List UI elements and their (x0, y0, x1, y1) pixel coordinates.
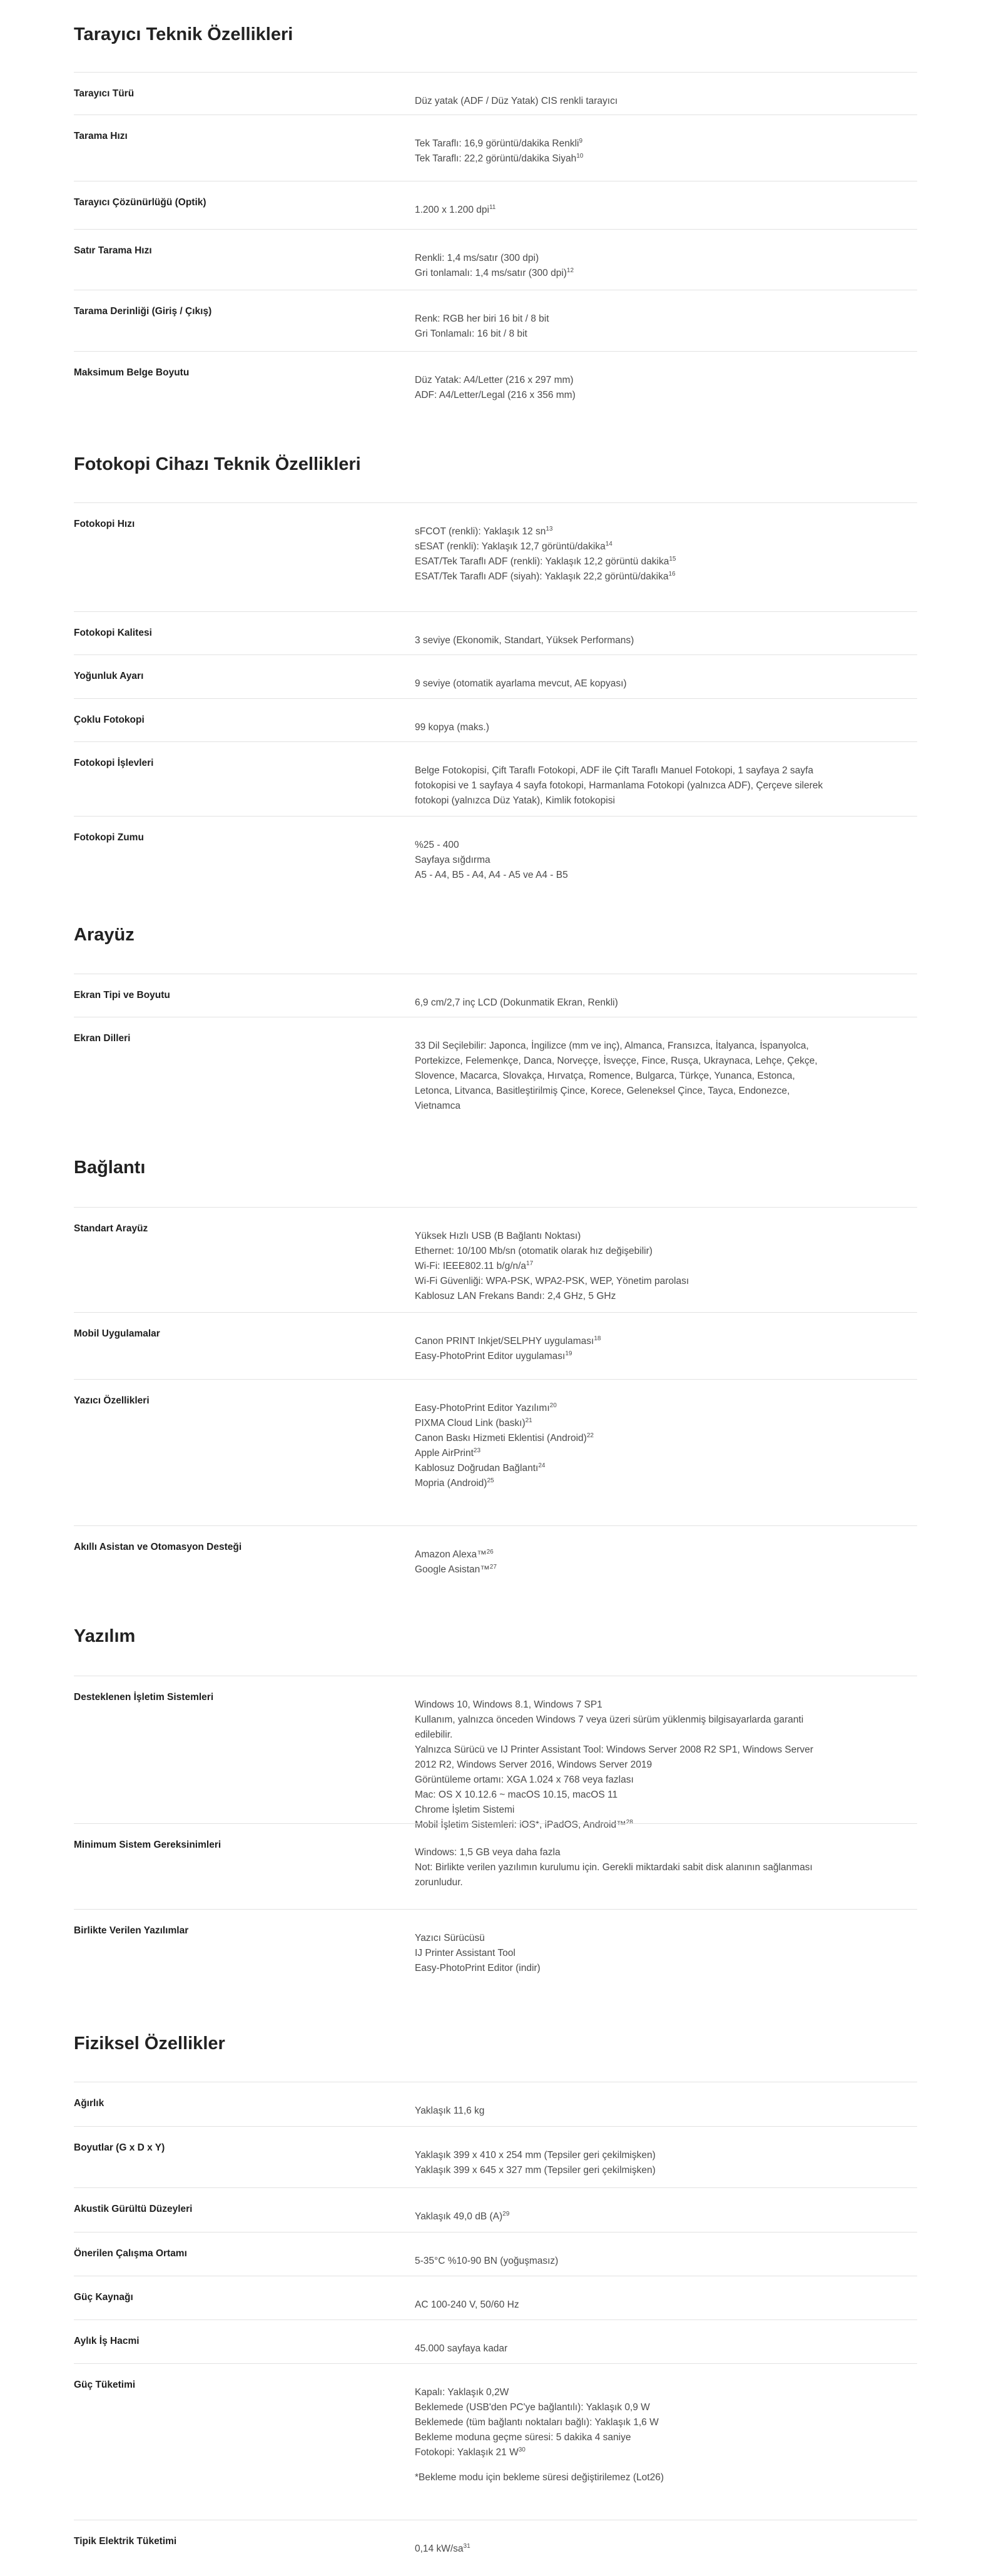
spec-label: Ekran Tipi ve Boyutu (74, 990, 170, 1000)
spec-value-text: Wi-Fi Güvenliği: WPA-PSK, WPA2-PSK, WEP, Yönetim parolası (415, 1276, 689, 1286)
spec-value-text: Yalnızca Sürücü ve IJ Printer Assistant Tool: Windows Server 2008 R2 SP1, Windows Server (415, 1744, 813, 1755)
footnote-ref[interactable]: 31 (463, 2542, 470, 2550)
spec-value-line (415, 1860, 903, 1875)
spec-value-line (415, 1416, 903, 1431)
spec-value (415, 2298, 903, 2313)
spec-label: Fotokopi Zumu (74, 832, 144, 843)
spec-value-text: Tek Taraflı: 16,9 görüntü/dakika Renkli (415, 138, 579, 149)
spec-value-line (415, 633, 903, 648)
spec-label: Desteklenen İşletim Sistemleri (74, 1692, 214, 1703)
spec-value-line (415, 1431, 903, 1446)
spec-value-text: %25 - 400 (415, 840, 459, 850)
spec-value-text: Mobil İşletim Sistemleri: iOS*, iPadOS, Android™ (415, 1820, 626, 1830)
footnote-ref[interactable]: 29 (502, 2210, 510, 2217)
spec-value (415, 1547, 903, 1577)
spec-value-line (415, 1349, 903, 1364)
spec-value-text: fotokopisi ve 1 sayfaya 4 sayfa fotokopi, Harmanlama Fotokopi (yalnızca ADF), Çerçeve silerek (415, 780, 823, 791)
spec-value-text: PIXMA Cloud Link (baskı) (415, 1418, 526, 1428)
spec-value-text: Tek Taraflı: 22,2 görüntü/dakika Siyah (415, 153, 577, 164)
spec-row (74, 2187, 917, 2232)
spec-value-line (415, 1334, 903, 1349)
spec-value-text: A5 - A4, B5 - A4, A4 - A5 ve A4 - B5 (415, 870, 568, 880)
spec-value-line (415, 2209, 903, 2224)
spec-value-text: Yaklaşık 49,0 dB (A) (415, 2211, 503, 2222)
spec-value-text: Chrome İşletim Sistemi (415, 1805, 515, 1815)
spec-value-text: Amazon Alexa™ (415, 1549, 487, 1560)
spec-value-line (415, 1758, 903, 1773)
spec-value-line (415, 2460, 903, 2470)
spec-row (74, 816, 917, 892)
footnote-ref[interactable]: 23 (473, 1447, 481, 1454)
spec-value-text: Fotokopi: Yaklaşık 21 W (415, 2447, 519, 2458)
spec-row (74, 1676, 917, 1830)
spec-row (74, 1017, 917, 1123)
spec-value-line (415, 203, 903, 218)
spec-value-line (415, 1875, 903, 1890)
spec-value-line (415, 1946, 903, 1961)
spec-value-line (415, 1274, 903, 1289)
spec-value-line (415, 2254, 903, 2269)
spec-label: Güç Tüketimi (74, 2380, 136, 2390)
footnote-ref[interactable]: 18 (594, 1335, 601, 1342)
spec-value-text: 45.000 sayfaya kadar (415, 2343, 508, 2354)
spec-value-text: Mopria (Android) (415, 1478, 487, 1489)
footnote-ref[interactable]: 21 (525, 1417, 532, 1424)
spec-value-text: 0,14 kW/sa (415, 2543, 464, 2554)
spec-value-line (415, 1289, 903, 1304)
spec-value-line (415, 136, 903, 151)
spec-value-text: 1.200 x 1.200 dpi (415, 205, 489, 215)
spec-row (74, 1909, 917, 1988)
spec-label: Çoklu Fotokopi (74, 715, 145, 725)
spec-value-line (415, 539, 903, 554)
spec-label: Ekran Dilleri (74, 1033, 131, 1044)
spec-value-line (415, 1773, 903, 1788)
footnote-ref[interactable]: 19 (565, 1350, 572, 1357)
spec-value-text: Sayfaya sığdırma (415, 855, 490, 865)
spec-value-text: Windows: 1,5 GB veya daha fazla (415, 1847, 561, 1858)
spec-value-text: Kablosuz Doğrudan Bağlantı (415, 1463, 539, 1474)
spec-value-line (415, 2341, 903, 2356)
spec-value (415, 136, 903, 166)
footnote-ref[interactable]: 17 (526, 1260, 534, 1267)
footnote-ref[interactable]: 15 (669, 555, 676, 563)
spec-value-text: Canon PRINT Inkjet/SELPHY uygulaması (415, 1336, 594, 1347)
spec-label: Tipik Elektrik Tüketimi (74, 2536, 177, 2547)
spec-value-text: Portekizce, Felemenkçe, Danca, Norveççe, İsveççe, Fince, Rusça, Ukraynaca, Lehçe, Çekçe, (415, 1056, 818, 1066)
section-title: Yazılım (74, 1626, 136, 1646)
spec-value (415, 2254, 903, 2269)
spec-value-text: Google Asistan™ (415, 1564, 490, 1575)
spec-row (74, 351, 917, 420)
spec-value-line (415, 1054, 903, 1069)
spec-label: Birlikte Verilen Yazılımlar (74, 1925, 189, 1936)
spec-value (415, 2341, 903, 2356)
spec-value-line (415, 1803, 903, 1818)
spec-value (415, 94, 903, 109)
spec-row (74, 2276, 917, 2320)
spec-value-text: Düz yatak (ADF / Düz Yatak) CIS renkli tarayıcı (415, 96, 618, 106)
spec-value-line (415, 1461, 903, 1476)
spec-value-text: fotokopi (yalnızca Düz Yatak), Kimlik fotokopisi (415, 795, 615, 806)
spec-value (415, 373, 903, 403)
spec-label: Yazıcı Özellikleri (74, 1395, 150, 1406)
spec-row (74, 2232, 917, 2276)
spec-value-text: Kullanım, yalnızca önceden Windows 7 veya üzeri sürüm yüklenmiş bilgisayarlarda garanti (415, 1714, 804, 1725)
footnote-ref[interactable]: 14 (605, 540, 612, 547)
spec-value-line (415, 251, 903, 266)
spec-value (415, 1039, 903, 1114)
spec-row (74, 1823, 917, 1910)
section-title: Tarayıcı Teknik Özellikleri (74, 24, 293, 44)
footnote-ref[interactable]: 20 (549, 1402, 557, 1409)
spec-value-line (415, 524, 903, 539)
spec-value-line (415, 1562, 903, 1577)
spec-value-line (415, 2298, 903, 2313)
spec-value-text: Not: Birlikte verilen yazılımın kurulumu için. Gerekli miktardaki sabit disk alanının sağlanması (415, 1862, 813, 1873)
spec-label: Fotokopi Hızı (74, 519, 135, 529)
spec-label: Aylık İş Hacmi (74, 2336, 140, 2346)
spec-label: Fotokopi Kalitesi (74, 628, 152, 638)
spec-value-text: zorunludur. (415, 1877, 463, 1888)
spec-value-line (415, 1713, 903, 1728)
spec-row (74, 741, 917, 817)
spec-row (74, 115, 917, 181)
spec-value-line (415, 793, 903, 808)
spec-value-line (415, 763, 903, 778)
spec-value-text: Vietnamca (415, 1101, 460, 1111)
spec-row (74, 974, 917, 1017)
spec-value (415, 1698, 903, 1833)
spec-label: Tarayıcı Türü (74, 88, 135, 99)
spec-value (415, 838, 903, 883)
spec-value (415, 1845, 903, 1890)
spec-row (74, 2520, 917, 2564)
spec-value-line (415, 2430, 903, 2445)
spec-row (74, 2082, 917, 2127)
spec-value-text: AC 100-240 V, 50/60 Hz (415, 2299, 519, 2310)
section-title: Bağlantı (74, 1158, 146, 1178)
spec-label: Tarayıcı Çözünürlüğü (Optik) (74, 197, 206, 208)
section-title: Fotokopi Cihazı Teknik Özellikleri (74, 454, 361, 474)
spec-value-text: Yaklaşık 11,6 kg (415, 2105, 485, 2116)
spec-value-line (415, 1698, 903, 1713)
spec-value-line (415, 151, 903, 166)
spec-value-text: Canon Baskı Hizmeti Eklentisi (Android) (415, 1433, 587, 1443)
spec-value-line (415, 2385, 903, 2400)
spec-label: Mobil Uygulamalar (74, 1328, 160, 1339)
spec-value (415, 633, 903, 648)
spec-value-text: 6,9 cm/2,7 inç LCD (Dokunmatik Ekran, Renkli) (415, 997, 618, 1008)
spec-value (415, 763, 903, 808)
spec-row (74, 229, 917, 290)
spec-value (415, 1229, 903, 1304)
spec-value-line (415, 2148, 903, 2163)
spec-label: Ağırlık (74, 2098, 104, 2109)
footnote-ref[interactable]: 30 (518, 2446, 526, 2453)
spec-value-line (415, 676, 903, 691)
spec-value (415, 251, 903, 281)
footnote-ref[interactable]: 16 (668, 570, 676, 578)
spec-value-text: 3 seviye (Ekonomik, Standart, Yüksek Performans) (415, 635, 634, 646)
spec-value-text: Gri tonlamalı: 1,4 ms/satır (300 dpi) (415, 268, 567, 278)
spec-value-text: Ethernet: 10/100 Mb/sn (otomatik olarak hız değişebilir) (415, 1246, 653, 1256)
spec-value-line (415, 388, 903, 403)
spec-row (74, 290, 917, 352)
spec-value-text: Renkli: 1,4 ms/satır (300 dpi) (415, 253, 539, 263)
footnote-ref[interactable]: 28 (626, 1818, 633, 1826)
spec-row (74, 1379, 917, 1526)
spec-value-line (415, 327, 903, 342)
spec-value-text: Beklemede (USB'den PC'ye bağlantılı): Yaklaşık 0,9 W (415, 2402, 650, 2413)
spec-value-line (415, 2470, 903, 2485)
spec-row (74, 181, 917, 230)
spec-value-line (415, 1788, 903, 1803)
spec-row (74, 2126, 917, 2188)
spec-value (415, 2385, 903, 2485)
spec-value-line (415, 1728, 903, 1743)
spec-value (415, 524, 903, 584)
footnote-ref[interactable]: 24 (538, 1462, 546, 1469)
spec-value-line (415, 1401, 903, 1416)
spec-value-line (415, 312, 903, 327)
spec-value-line (415, 1446, 903, 1461)
spec-value-line (415, 995, 903, 1011)
spec-value-text: 9 seviye (otomatik ayarlama mevcut, AE kopyası) (415, 678, 627, 689)
spec-value-line (415, 569, 903, 584)
spec-value-text: 2012 R2, Windows Server 2016, Windows Server 2019 (415, 1759, 653, 1770)
spec-value (415, 203, 903, 218)
spec-value-line (415, 1961, 903, 1976)
spec-label: Satır Tarama Hızı (74, 245, 152, 256)
spec-value-line (415, 720, 903, 735)
footnote-ref[interactable]: 11 (489, 203, 496, 211)
spec-label: Tarama Hızı (74, 131, 128, 141)
spec-value-text: Letonca, Litvanca, Basitleştirilmiş Çince, Korece, Geleneksel Çince, Tayca, Endonezce, (415, 1086, 790, 1096)
spec-value-text: sFCOT (renkli): Yaklaşık 12 sn (415, 526, 546, 537)
spec-label: Önerilen Çalışma Ortamı (74, 2248, 187, 2259)
spec-value-text: IJ Printer Assistant Tool (415, 1948, 516, 1958)
spec-label: Güç Kaynağı (74, 2292, 133, 2303)
spec-value-text: Apple AirPrint (415, 1448, 474, 1459)
spec-value-text: Yaklaşık 399 x 410 x 254 mm (Tepsiler geri çekilmişken) (415, 2150, 656, 2161)
footnote-ref[interactable]: 27 (489, 1563, 497, 1571)
spec-value (415, 2104, 903, 2119)
spec-value-line (415, 853, 903, 868)
spec-value-text: ADF: A4/Letter/Legal (216 x 356 mm) (415, 390, 576, 400)
spec-value-line (415, 1244, 903, 1259)
spec-row (74, 654, 917, 699)
spec-value-line (415, 838, 903, 853)
spec-label: Standart Arayüz (74, 1223, 148, 1234)
spec-value-line (415, 778, 903, 793)
spec-value-line (415, 1743, 903, 1758)
spec-value-text: Beklemede (tüm bağlantı noktaları bağlı): Yaklaşık 1,6 W (415, 2417, 659, 2428)
spec-value-line (415, 1084, 903, 1099)
spec-label: Tarama Derinliği (Giriş / Çıkış) (74, 306, 212, 317)
spec-value-text: 5-35°C %10-90 BN (yoğuşmasız) (415, 2256, 559, 2266)
spec-value-text: Kablosuz LAN Frekans Bandı: 2,4 GHz, 5 GHz (415, 1291, 616, 1301)
spec-value-line (415, 554, 903, 569)
spec-value-line (415, 2163, 903, 2178)
spec-value-line (415, 1229, 903, 1244)
spec-label: Minimum Sistem Gereksinimleri (74, 1840, 221, 1850)
spec-value (415, 1334, 903, 1364)
spec-row (74, 1525, 917, 1592)
spec-value-text: Bekleme moduna geçme süresi: 5 dakika 4 saniye (415, 2432, 631, 2443)
spec-value-line (415, 1259, 903, 1274)
spec-value-text: Düz Yatak: A4/Letter (216 x 297 mm) (415, 375, 574, 385)
spec-value-text: Easy-PhotoPrint Editor Yazılımı (415, 1403, 550, 1413)
spec-value-text: Yaklaşık 399 x 645 x 327 mm (Tepsiler geri çekilmişken) (415, 2165, 656, 2176)
spec-row (74, 1207, 917, 1313)
spec-label: Fotokopi İşlevleri (74, 758, 154, 768)
spec-value-line (415, 1845, 903, 1860)
spec-value (415, 1931, 903, 1976)
spec-value (415, 1401, 903, 1491)
spec-value-text: Windows 10, Windows 8.1, Windows 7 SP1 (415, 1699, 602, 1710)
spec-value (415, 676, 903, 691)
spec-value-text: sESAT (renkli): Yaklaşık 12,7 görüntü/dakika (415, 541, 606, 552)
spec-value-text: Mac: OS X 10.12.6 ~ macOS 10.15, macOS 11 (415, 1789, 618, 1800)
spec-value-text: ESAT/Tek Taraflı ADF (siyah): Yaklaşık 22,2 görüntü/dakika (415, 571, 669, 582)
footnote-ref[interactable]: 26 (486, 1548, 494, 1555)
spec-value-line (415, 266, 903, 281)
section-title: Arayüz (74, 925, 135, 945)
spec-label: Maksimum Belge Boyutu (74, 367, 190, 378)
spec-value-text: Renk: RGB her biri 16 bit / 8 bit (415, 313, 549, 324)
spec-value-text: Kapalı: Yaklaşık 0,2W (415, 2387, 509, 2398)
footnote-ref[interactable]: 12 (566, 267, 574, 274)
spec-value-line (415, 94, 903, 109)
spec-row (74, 2363, 917, 2520)
footnote-ref[interactable]: 10 (576, 152, 584, 160)
spec-value-line (415, 2400, 903, 2415)
spec-value-line (415, 2415, 903, 2430)
spec-value-line (415, 373, 903, 388)
spec-value (415, 2148, 903, 2178)
spec-value-text: *Bekleme modu için bekleme süresi değiştirilemez (Lot26) (415, 2472, 664, 2483)
spec-value (415, 2542, 903, 2557)
spec-value-text: Wi-Fi: IEEE802.11 b/g/n/a (415, 1261, 527, 1271)
spec-label: Yoğunluk Ayarı (74, 671, 144, 681)
spec-row (74, 502, 917, 612)
spec-value-text: Görüntüleme ortamı: XGA 1.024 x 768 veya fazlası (415, 1774, 634, 1785)
spec-value-text: Yazıcı Sürücüsü (415, 1933, 485, 1943)
spec-value-text: Easy-PhotoPrint Editor (indir) (415, 1963, 541, 1973)
spec-value-text: 99 kopya (maks.) (415, 722, 489, 733)
spec-value-text: Slovence, Macarca, Slovakça, Hırvatça, Romence, Bulgarca, Türkçe, Yunanca, Estonca, (415, 1071, 795, 1081)
spec-row (74, 698, 917, 742)
spec-label: Akustik Gürültü Düzeyleri (74, 2204, 193, 2214)
spec-value-text: Yüksek Hızlı USB (B Bağlantı Noktası) (415, 1231, 581, 1241)
spec-value (415, 2209, 903, 2224)
spec-value-line (415, 2445, 903, 2460)
footnote-ref[interactable]: 9 (579, 137, 583, 145)
spec-value-line (415, 1476, 903, 1491)
spec-value-line (415, 868, 903, 883)
spec-row (74, 1312, 917, 1380)
section-title: Fiziksel Özellikler (74, 2034, 225, 2054)
footnote-ref[interactable]: 13 (546, 525, 553, 532)
spec-value-line (415, 1547, 903, 1562)
spec-label: Boyutlar (G x D x Y) (74, 2142, 165, 2153)
spec-value-line (415, 2104, 903, 2119)
footnote-ref[interactable]: 25 (487, 1477, 494, 1484)
spec-value-line (415, 1099, 903, 1114)
spec-value-text: Belge Fotokopisi, Çift Taraflı Fotokopi, ADF ile Çift Taraflı Manuel Fotokopi, 1 sayfaya 2 sayfa (415, 765, 813, 776)
spec-value-text: Easy-PhotoPrint Editor uygulaması (415, 1351, 566, 1362)
spec-value-text: edilebilir. (415, 1729, 453, 1740)
spec-row (74, 72, 917, 115)
spec-row (74, 2319, 917, 2364)
spec-value (415, 720, 903, 735)
spec-label: Akıllı Asistan ve Otomasyon Desteği (74, 1542, 242, 1552)
spec-value-text: ESAT/Tek Taraflı ADF (renkli): Yaklaşık 12,2 görüntü dakika (415, 556, 669, 567)
spec-value (415, 995, 903, 1011)
footnote-ref[interactable]: 22 (586, 1432, 594, 1439)
spec-value (415, 312, 903, 342)
spec-value-line (415, 1069, 903, 1084)
spec-value-line (415, 2542, 903, 2557)
spec-value-text: Gri Tonlamalı: 16 bit / 8 bit (415, 328, 527, 339)
spec-row (74, 611, 917, 655)
spec-value-line (415, 1931, 903, 1946)
spec-value-text: 33 Dil Seçilebilir: Japonca, İngilizce (mm ve inç), Almanca, Fransızca, İtalyanca, İspanyolca, (415, 1041, 809, 1051)
spec-value-line (415, 1039, 903, 1054)
